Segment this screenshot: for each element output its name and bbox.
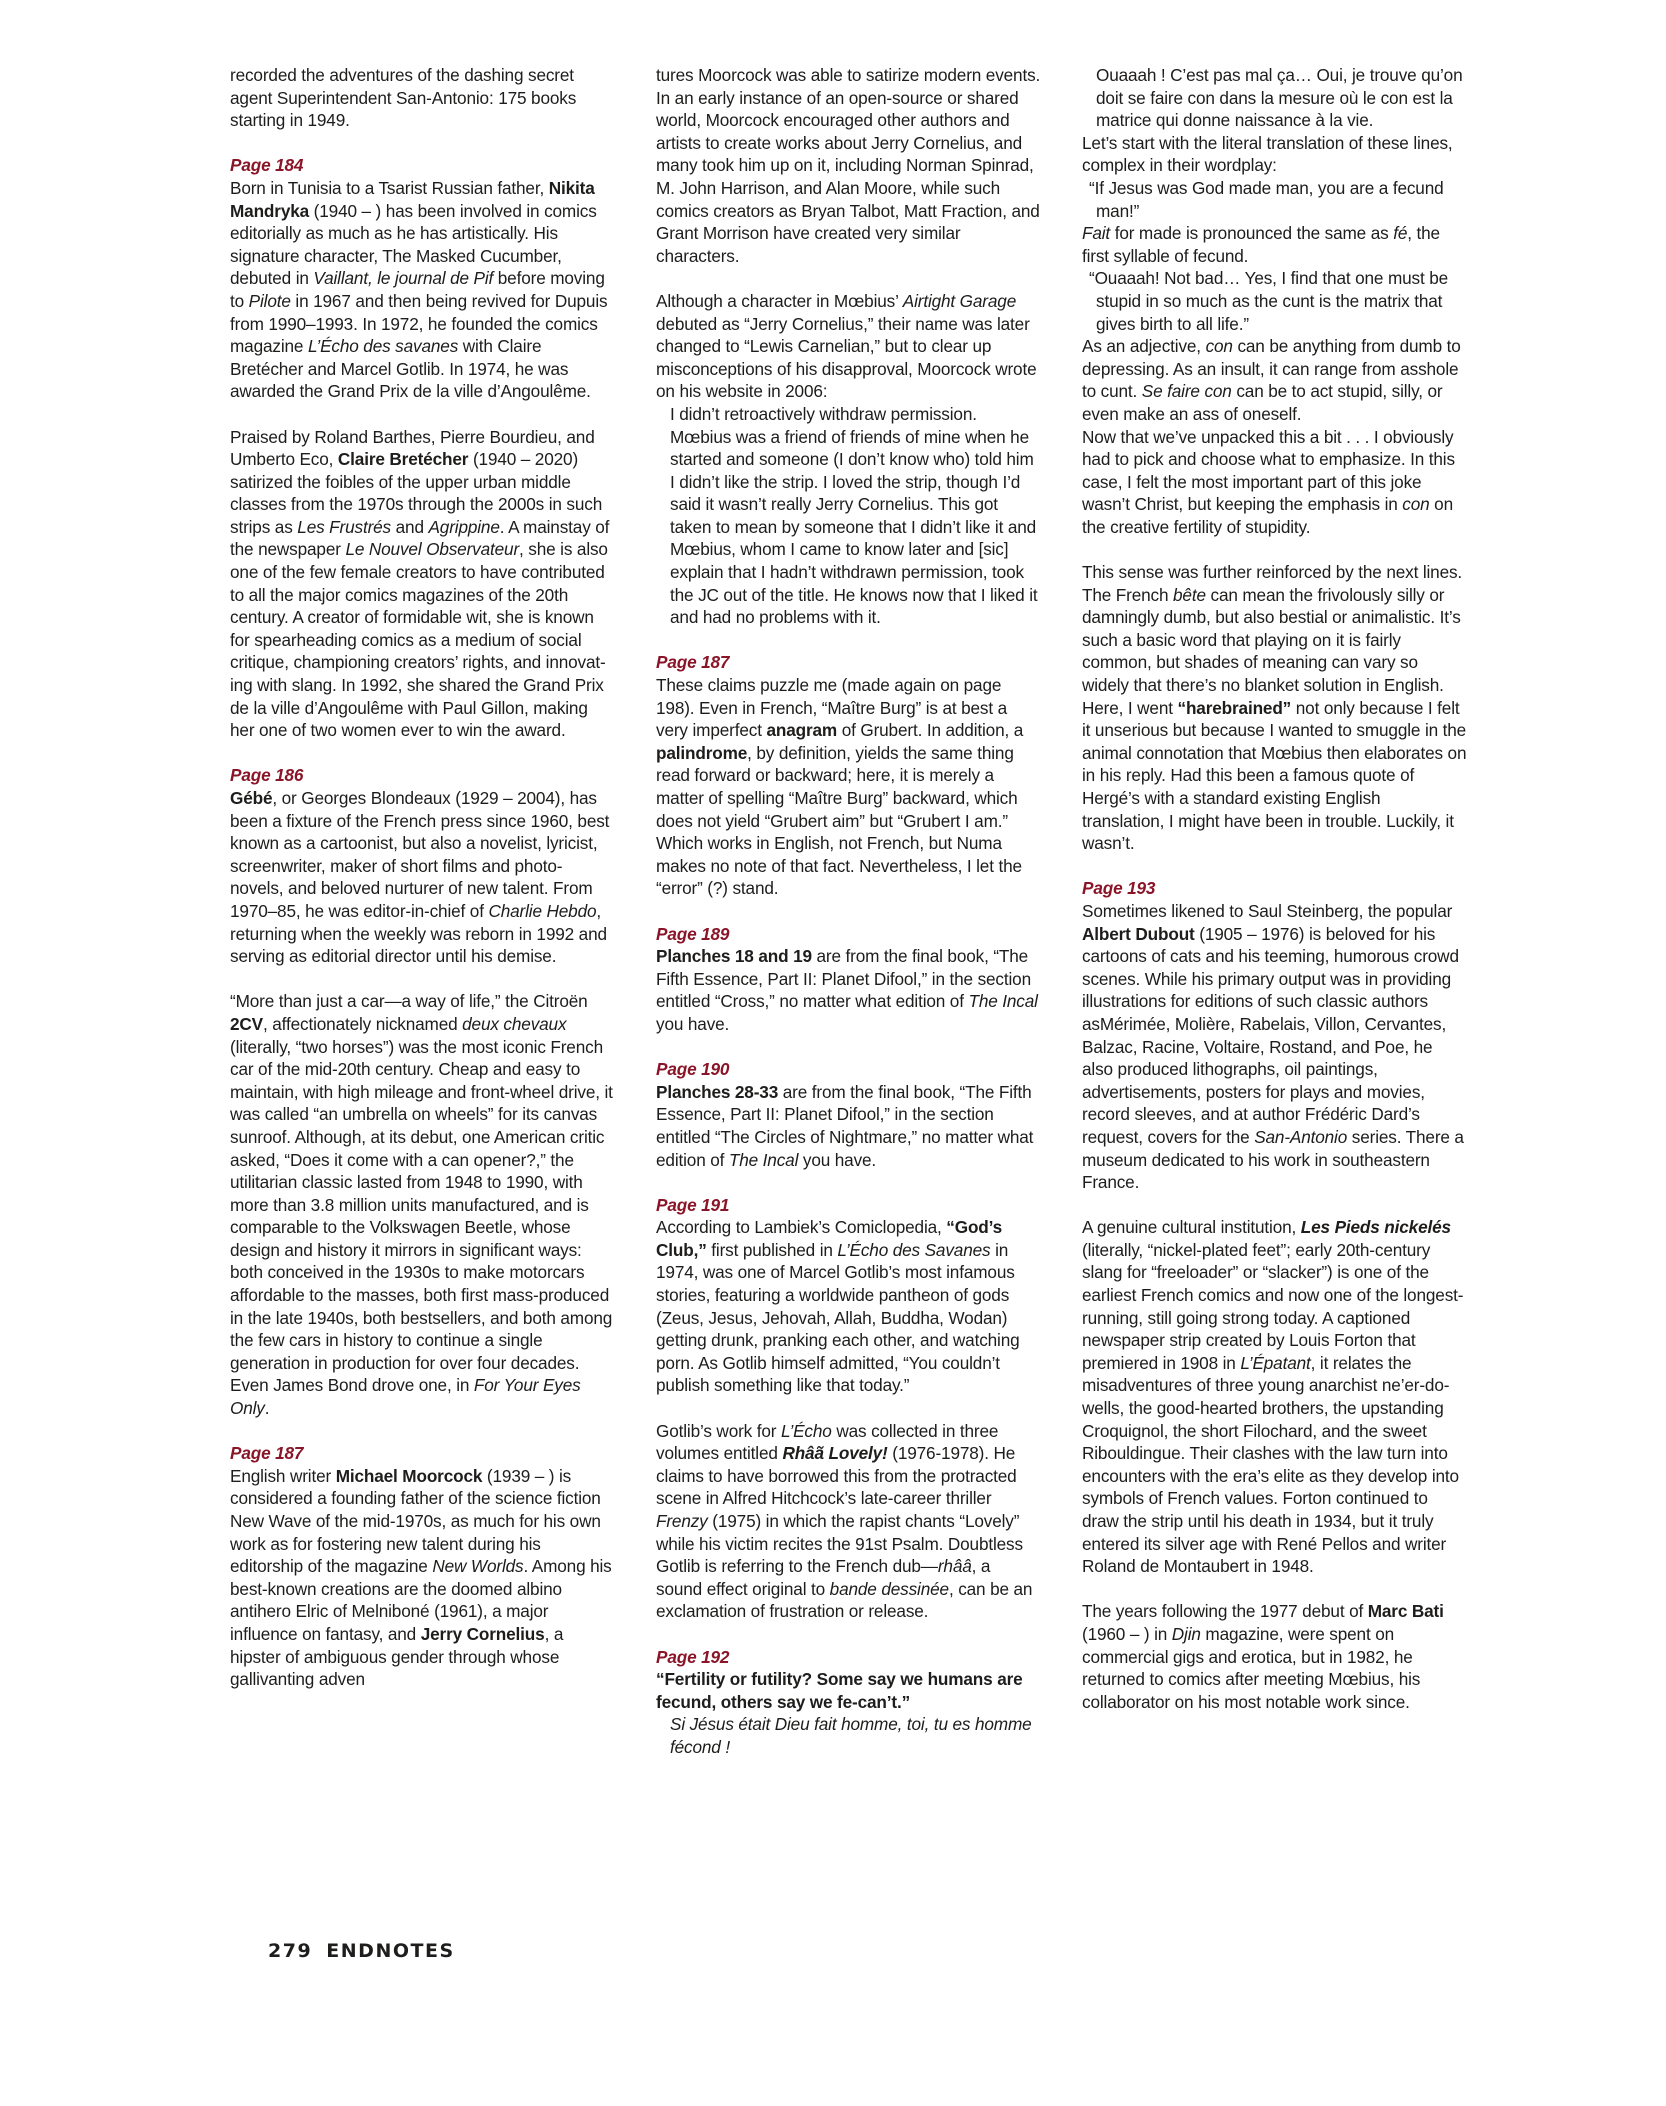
text-run: can be to act stupid, silly, or even make an ass of oneself. <box>1082 381 1443 424</box>
text-run: , a hipster of ambiguous gender through whose gallivanting adven <box>230 1623 564 1690</box>
italic-title: rhââ <box>937 1556 972 1577</box>
endnote-paragraph <box>656 1216 1041 1397</box>
bold-term: Rhâã Lovely! <box>782 1443 888 1464</box>
text-run: recorded the adventures of the dashing secret agent Superintendent San-Antonio: 175 books starting in 1949. <box>230 65 577 131</box>
text-run: These claims puzzle me (made again on page 198). Even in French, “Maître Burg” is at best a very imperfect <box>656 675 1008 741</box>
text-run: tures Moorcock was able to satirize modern events. In an early instance of an open-source or shared world, Moorcock encouraged other authors and artists to create works about Jerry Cornelius, and many took him up on it, including Norman Spinrad, M. John Harrison, and Alan Moore, while such comics creators as Bryan Talbot, Matt Fraction, and Grant Morrison have created very similar characters. <box>656 65 1041 266</box>
bold-term: Planches 18 and 19 <box>656 946 812 967</box>
bold-term: Jerry Cornelius <box>420 1623 545 1644</box>
endnote-paragraph <box>656 290 1041 403</box>
text-run: can mean the frivolously silly or damningly dumb, but also bestial or animalistic. It’s such a basic word that playing on it is fairly common, but shades of meaning can vary so widely that there’s no blanket solution in English. Here, I went <box>1082 584 1461 718</box>
text-run: for made is pronounced the same as <box>1110 223 1394 244</box>
endnote-paragraph <box>230 64 615 132</box>
italic-title: Agrippine <box>428 516 500 537</box>
endnote-paragraph <box>656 674 1041 900</box>
text-run: series. There a museum dedicated to his work in southeastern France. <box>1082 1126 1464 1193</box>
page-reference-heading: Page 189 <box>656 923 730 944</box>
text-run: are from the final book, “The Fifth Essence, Part II: Planet Difool,” in the section entitled “The Circles of Nightmare,” no matter what edition of <box>656 1081 1034 1170</box>
text-run: debuted as “Jerry Cornelius,” their name was later changed to “Lewis Carnelian,” but to clear up misconceptions of his disapproval, Moorcock wrote on his website in 2006: <box>656 313 1037 402</box>
italic-title: con <box>1402 494 1430 515</box>
text-run: (1905 – 1976) is beloved for his cartoons of cats and his teeming, humorous crowd scenes. While his primary output was in providing illustrations for editions of such classic authors asMérimée, Molière, Rabelais, Villon, Cervantes, Balzac, Racine, Voltaire, Rostand, and Poe, he also produced lithographs, oil paintings, advertisements, posters for plays and movies, record sleeves, and at author Frédéric Dard’s request, covers for the <box>1082 923 1459 1147</box>
text-run: first published in <box>706 1239 838 1260</box>
bold-term: Nikita Mandryka <box>230 177 595 221</box>
text-run: (1960 – ) in <box>1082 1623 1172 1644</box>
text-run: Born in Tunisia to a Tsarist Russian father, <box>230 177 549 198</box>
endnote-paragraph <box>1082 222 1467 267</box>
page-number: 279 <box>268 1940 313 1962</box>
block-quote <box>656 403 1041 629</box>
text-run: (literally, “nickel-plated feet”; early 20th-century slang for “freeloader” or “slacker”) is one of the earliest French comics and now one of the longest-running, still going strong today. A captioned newspaper strip created by Louis Forton that premiered in 1908 in <box>1082 1239 1464 1373</box>
endnote-paragraph <box>1082 1216 1467 1578</box>
bold-term: “God’s Club,” <box>656 1217 1003 1260</box>
italic-title: Djin <box>1171 1623 1201 1644</box>
endnote-paragraph <box>1082 561 1467 855</box>
translation-line <box>1082 267 1467 335</box>
text-run: and <box>391 516 429 537</box>
block-quote <box>1082 64 1467 132</box>
bold-term: 2CV <box>230 1013 263 1034</box>
text-run: , returning when the weekly was reborn in 1992 and serving as editorial director until his demise. <box>230 900 607 967</box>
endnote-paragraph <box>656 1081 1041 1171</box>
italic-title: L’Écho <box>780 1420 832 1441</box>
text-run: , or Georges Blondeaux (1929 – 2004), has been a fixture of the French press since 1960, best known as a cartoonist, but also a novelist, lyricist, screenwriter, maker of short films and photo-novels, and beloved nurturer of new talent. From 1970–85, he was editor-in-chief of <box>230 788 610 921</box>
page-reference-heading: Page 187 <box>230 1443 304 1464</box>
italic-title: Fait <box>1082 223 1111 244</box>
text-run: you have. <box>656 1013 730 1034</box>
text-run: you have. <box>798 1149 877 1170</box>
endnote-paragraph <box>656 64 1041 267</box>
text-run: According to Lambiek’s Comiclopedia, <box>656 1217 947 1238</box>
bold-term: Marc Bati <box>1367 1601 1444 1622</box>
text-run: English writer <box>230 1465 336 1486</box>
text-run: The years following the 1977 debut of <box>1082 1601 1368 1622</box>
text-run: in 1967 and then being revived for Dupuis from 1990–1993. In 1972, he founded the comics magazine <box>230 290 608 357</box>
section-title: ENDNOTES <box>326 1940 455 1962</box>
text-run: , by definition, yields the same thing read forward or backward; here, it is merely a matter of spelling “Maître Burg” backward, which does not yield “Grubert aim” but “Grubert I am.” Which works in English, not French, but Numa makes no note of that fact. Nevertheless, I let the “error” (?) stand. <box>656 742 1022 899</box>
text-run: (1940 – 2020) satirized the foibles of the upper urban middle classes from the 1970s through the 2000s in such strips as <box>230 449 603 537</box>
endnote-paragraph <box>1082 900 1467 1194</box>
bold-term: anagram <box>766 720 838 741</box>
italic-title: Si Jésus était Dieu fait homme, toi, tu es homme fécond ! <box>670 1714 1032 1757</box>
text-run: Gotlib’s work for <box>656 1420 781 1441</box>
page-reference-heading: Page 186 <box>230 765 304 786</box>
italic-title: L’Écho des savanes <box>307 336 459 357</box>
text-run: can be anything from dumb to depressing. As an insult, it can range from asshole to cunt. <box>1082 336 1461 402</box>
text-run: This sense was further reinforced by the next lines. The French <box>1082 562 1463 605</box>
text-run: in 1974, was one of Marcel Gotlib’s most infamous stories, featuring a worldwide pantheon of gods (Zeus, Jesus, Jehovah, Allah, Buddha, Wodan) getting drunk, pranking each other, and watching porn. As Gotlib himself admitted, “You couldn’t publish something like that today.” <box>656 1239 1020 1396</box>
bold-term: Albert Dubout <box>1082 923 1195 944</box>
page-reference-heading: Page 190 <box>656 1059 730 1080</box>
italic-title: Le Nouvel Observateur <box>345 539 520 560</box>
text-run: (1976-1978). He claims to have borrowed this from the protracted scene in Alfred Hitchcock’s late-career thriller <box>656 1443 1017 1509</box>
text-run: of Grubert. In addition, a <box>837 720 1024 741</box>
bold-term: palindrome <box>656 742 748 763</box>
text-run: with Claire Bretécher and Marcel Gotlib. In 1974, he was awarded the Grand Prix de la ville d’Angoulême. <box>230 336 591 402</box>
endnote-paragraph <box>230 1465 615 1691</box>
text-run: A genuine cultural institution, <box>1082 1217 1301 1238</box>
text-run: (literally, “two horses”) was the most iconic French car of the mid-20th century. Cheap and easy to maintain, with high mileage and front-wheel drive, it was called “an umbrella on wheels” for its canvas sunroof. Although, at its debut, one American critic asked, “Does it come with a can opener?,” the utilitarian classic lasted from 1948 to 1990, with more than 3.8 million units manufactured, and is comparable to the Volkswagen Beetle, whose design and history it mirrors in significant ways: both conceived in the 1930s to make motorcars affordable to the masses, both first mass-produced in the late 1940s, both bestsellers, and both among the few cars in history to continue a single generation in production for over four decades. Even James Bond drove one, in <box>230 1036 613 1396</box>
block-quote <box>656 1713 1041 1758</box>
italic-title: Airtight Garage <box>902 290 1017 311</box>
text-run: not only because I felt it unserious but because I wanted to smuggle in the animal connotation that Mœbius then elaborates on in his reply. Had this been a famous quote of Hergé’s with a standard existing English translation, I might have been in trouble. Luckily, it wasn’t. <box>1082 697 1467 854</box>
endnote-paragraph <box>230 787 615 968</box>
text-run: on the creative fertility of stupidity. <box>1082 494 1453 537</box>
text-run: , the first syllable of fecund. <box>1082 223 1440 266</box>
italic-title: bande dessinée <box>829 1578 949 1599</box>
page-reference-heading: Page 187 <box>656 652 730 673</box>
bold-term: Planches 28-33 <box>656 1081 779 1102</box>
italic-title: New Worlds <box>432 1556 524 1577</box>
text-run: “If Jesus was God made man, you are a fecund man!” <box>1089 177 1444 221</box>
text-run: (1975) in which the rapist chants “Lovely” while his victim recites the 91st Psalm. Doubtless Gotlib is referring to the French dub— <box>656 1511 1023 1577</box>
italic-title: L’Épatant <box>1240 1352 1311 1373</box>
text-run: Sometimes likened to Saul Steinberg, the popular <box>1082 900 1453 921</box>
text-run: Let’s start with the literal translation of these lines, complex in their wordplay: <box>1082 132 1453 176</box>
page-reference-heading: Page 193 <box>1082 878 1156 899</box>
bold-term: Gébé <box>230 788 273 808</box>
endnote-paragraph <box>1082 132 1467 177</box>
text-run: As an adjective, <box>1082 336 1206 357</box>
endnote-paragraph <box>1082 426 1467 539</box>
page-footer <box>268 1940 455 1962</box>
endnote-paragraph <box>1082 335 1467 425</box>
text-run: . Among his best-known creations are the doomed albino antihero Elric of Melniboné (1961), a major influence on fantasy, and <box>230 1556 612 1644</box>
text-run: before moving to <box>230 268 605 311</box>
italic-title: Se faire con <box>1141 381 1232 402</box>
text-run: I didn’t retroactively withdraw permission. Mœbius was a friend of friends of mine when he started and someone (I don’t know who) told him I didn’t like the strip. I loved the strip, though I’d said it wasn’t really Jerry Cornelius. This got taken to mean by someone that I didn’t like it and Mœbius, whom I came to know later and [sic] explain that I hadn’t withdrawn permission, took the JC out of the title. He knows now that I liked it and had no problems with it. <box>670 403 1038 628</box>
endnote-paragraph <box>656 1668 1041 1713</box>
endnote-paragraph <box>656 945 1041 1035</box>
text-run: Although a character in Mœbius’ <box>656 290 903 311</box>
italic-title: For Your Eyes Only <box>230 1375 581 1419</box>
text-run: was collected in three volumes entitled <box>656 1420 999 1464</box>
text-run: , she is also one of the few female creators to have contributed to all the major comics magazines of the 20th century. A creator of formidable wit, she is known for spearheading comics as a medium of social critique, championing creators’ rights, and innovating with slang. In 1992, she shared the Grand Prix de la ville d’Angoulême with Paul Gillon, making her one of two women ever to win the award. <box>230 539 608 741</box>
text-run: “More than just a car—a way of life,” the Citroën <box>230 991 588 1012</box>
text-run: “Ouaaah! Not bad… Yes, I find that one must be stupid in so much as the cunt is the matrix that gives birth to all life.” <box>1089 268 1449 334</box>
italic-title: Frenzy <box>656 1511 708 1531</box>
italic-title: Pilote <box>248 290 291 311</box>
page-reference-heading: Page 184 <box>230 155 304 176</box>
italic-title: San-Antonio <box>1254 1126 1348 1147</box>
text-column-2 <box>656 64 1041 1759</box>
translation-line <box>1082 177 1467 222</box>
text-run: , can be an exclamation of frustration or release. <box>656 1578 1033 1622</box>
endnote-paragraph <box>230 426 615 742</box>
italic-title: The Incal <box>968 991 1038 1012</box>
text-run: . <box>264 1398 270 1419</box>
text-column-1 <box>230 64 615 1691</box>
page-reference-heading: Page 191 <box>656 1194 730 1215</box>
italic-title: con <box>1205 336 1233 357</box>
text-run: magazine, were spent on commercial gigs and erotica, but in 1982, he returned to comics after meeting Mœbius, his collaborator on his most notable work since. <box>1082 1623 1421 1712</box>
text-run: (1939 – ) is considered a founding father of the science fiction New Wave of the mid-1970s, as much for his own work as for fostering new talent during his editorship of the magazine <box>230 1465 601 1577</box>
endnote-paragraph <box>230 177 615 403</box>
italic-title: Vaillant, le journal de Pif <box>313 268 494 289</box>
text-run: Praised by Roland Barthes, Pierre Bourdieu, and Umberto Eco, <box>230 426 595 470</box>
italic-title: deux chevaux <box>462 1013 567 1034</box>
endnote-paragraph <box>656 1420 1041 1623</box>
italic-title: fé <box>1393 223 1408 244</box>
text-run: are from the final book, “The Fifth Essence, Part II: Planet Difool,” in the section entitled “Cross,” no matter what edition of <box>656 946 1031 1012</box>
bold-term: Michael Moorcock <box>335 1465 483 1486</box>
text-run: , affectionately nicknamed <box>263 1013 463 1034</box>
endnote-paragraph <box>230 990 615 1419</box>
endnote-paragraph <box>1082 1600 1467 1713</box>
text-run: , a sound effect original to <box>656 1556 991 1599</box>
italic-title: Les Frustrés <box>297 516 391 537</box>
bold-term: Les Pieds nickelés <box>1300 1217 1451 1238</box>
italic-title: L’Écho des Savanes <box>837 1239 991 1260</box>
page-reference-heading: Page 192 <box>656 1646 730 1667</box>
bold-term: “Fertility or futility? Some say we humans are fecund, others say we fe-can’t.” <box>656 1669 1023 1712</box>
bold-term: Claire Bretécher <box>337 449 469 470</box>
text-run: , it relates the misadventures of three young anarchist ne’er-do-wells, the good-hearted brothers, the upstanding Croquignol, the short Filochard, and the sweet Ribouldingue. Their clashes with the law turn into encounters with the era’s elite as they develop into symbols of French values. Forton continued to draw the strip until his death in 1934, but it truly entered its silver age with René Pellos and writer Roland de Montaubert in 1948. <box>1082 1352 1459 1577</box>
text-run: Now that we’ve unpacked this a bit . . . I obviously had to pick and choose what to emphasize. In this case, I felt the most important part of this joke wasn’t Christ, but keeping the emphasis in <box>1082 426 1455 515</box>
bold-term: “harebrained” <box>1177 697 1292 718</box>
italic-title: bête <box>1173 584 1206 605</box>
text-run: Ouaaah ! C’est pas mal ça… Oui, je trouve qu’on doit se faire con dans la mesure où le con est la matrice qui donne naissance à la vie. <box>1096 65 1463 131</box>
text-column-3 <box>1082 64 1467 1713</box>
italic-title: The Incal <box>728 1149 799 1170</box>
text-run: . A mainstay of the newspaper <box>230 516 610 560</box>
italic-title: Charlie Hebdo <box>488 900 597 921</box>
text-run: (1940 – ) has been involved in comics editorially as much as he has artistically. His signature character, The Masked Cucumber, debuted in <box>230 200 597 289</box>
